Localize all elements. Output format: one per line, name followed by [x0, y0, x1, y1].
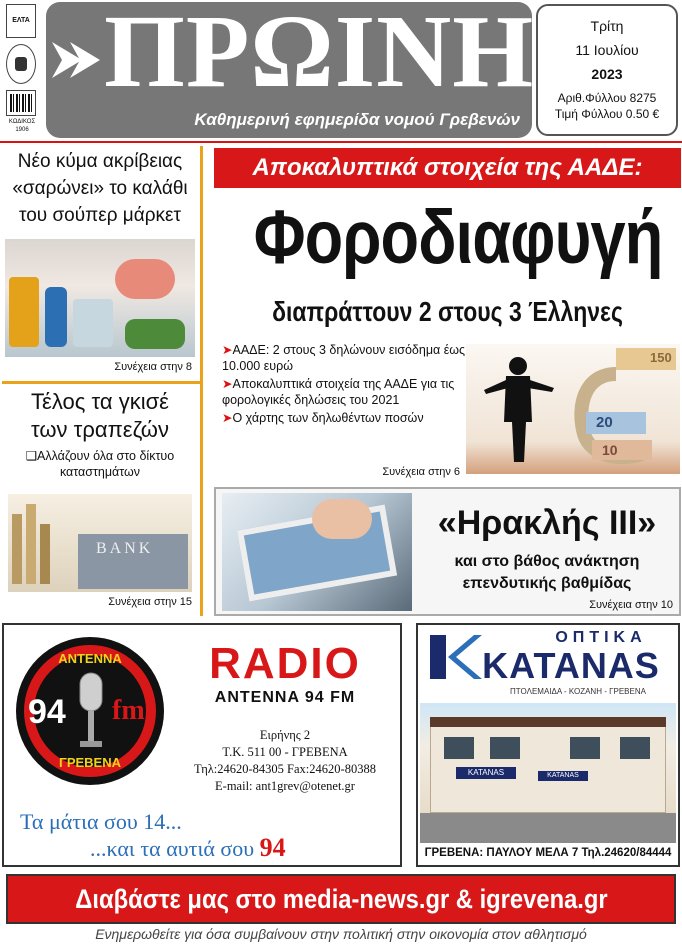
elta-label: ΕΛΤΑ: [12, 17, 30, 24]
code-label: ΚΩΔΙΚΟΣ: [8, 119, 36, 125]
logo-number: 94: [28, 693, 66, 731]
issue-year: 2023: [591, 66, 623, 82]
issue-info-box: [536, 4, 678, 136]
bullet-arrow-icon: ➤: [222, 377, 233, 391]
story-banks-subtitle: ❑Αλλάζουν όλα στο δίκτυο καταστημάτων: [25, 449, 175, 479]
main-story-continued[interactable]: Συνέχεια στην 6: [382, 466, 460, 478]
optika-katanas-ad[interactable]: [416, 623, 680, 867]
main-story-bullet: ➤Αποκαλυπτικά στοιχεία της ΑΑΔΕ για τις φορολογικές δηλώσεις του 2021: [222, 377, 455, 407]
newspaper-tagline: Καθημερινή εφημερίδα νομού Γρεβενών: [194, 110, 520, 129]
main-story-bullet: ➤ΑΑΔΕ: 2 στους 3 δηλώνουν εισόδημα έως 10.000 ευρώ: [222, 343, 466, 373]
radio-slogan-1: Τα μάτια σου 14...: [20, 809, 182, 834]
radio-phone-fax: Τηλ:24620-84305 Fax:24620-80388: [194, 762, 376, 776]
bullet-arrow-icon: ➤: [222, 343, 233, 357]
main-story-headline[interactable]: Φοροδιαφυγή: [253, 195, 663, 280]
logo-top-text: ΑΝΤΕΝΝΑ: [58, 651, 122, 666]
optika-shop-photo: [420, 703, 676, 843]
optika-locations: ΠΤΟΛΕΜΑΙΔΑ - ΚΟΖΑΝΗ - ΓΡΕΒΕΝΑ: [510, 687, 646, 696]
tablet-photo: [222, 493, 412, 611]
optika-brand-top: ΟΠΤΙΚΑ: [555, 629, 647, 646]
radio-address: [168, 727, 402, 795]
banknote-label-150: 150: [650, 350, 672, 365]
radio-antenna-ad[interactable]: [2, 623, 402, 867]
postal-seal-icon: [6, 44, 36, 84]
optika-brand: KATANAS: [482, 645, 660, 686]
story-banks: [2, 388, 198, 608]
main-story-bullet: ➤Ο χάρτης των δηλωθέντων ποσών: [222, 411, 424, 425]
radio-address-line: Ειρήνης 2: [259, 728, 311, 742]
radio-slogan-number: 94: [259, 833, 286, 862]
left-story-divider: [2, 381, 200, 384]
issue-date: 11 Ιουλίου: [575, 42, 639, 58]
story-prices: [2, 148, 198, 373]
logo-bottom-text: ΓΡΕΒΕΝΑ: [59, 755, 121, 770]
logo-fm: fm: [112, 695, 145, 726]
radio-email[interactable]: E-mail: ant1grev@otenet.gr: [215, 779, 355, 793]
man-silhouette-icon: [466, 344, 680, 474]
story-hercules-title[interactable]: «Ηρακλής ΙΙΙ»: [437, 504, 657, 542]
antenna-logo: [16, 637, 164, 785]
shop-sign: KATANAS: [456, 767, 516, 779]
radio-address-line: Τ.Κ. 511 00 - ΓΡΕΒΕΝΑ: [222, 745, 348, 759]
issue-number: Αριθ.Φύλλου 8275: [557, 91, 657, 105]
main-story-subhead: διαπράττουν 2 στους 3 Έλληνες: [272, 296, 623, 327]
story-hercules-continued[interactable]: Συνέχεια στην 10: [589, 599, 673, 611]
masthead-arrow-icon: [52, 38, 106, 82]
story-hercules: [214, 487, 681, 616]
footer-tagline: Ενημερωθείτε για όσα συμβαίνουν στην πολιτική στην οικονομία στον αθλητισμό: [95, 926, 587, 942]
masthead: [46, 0, 535, 138]
story-banks-continued[interactable]: Συνέχεια στην 15: [108, 596, 192, 608]
banknote-label-20: 20: [596, 414, 613, 431]
radio-slogan-2: ...και τα αυτιά σου 94: [90, 833, 286, 862]
story-hercules-subtitle: και στο βάθος ανάκτηση επενδυτικής βαθμίδας: [454, 553, 640, 592]
newspaper-title: ΠΡΩΙΝΗ: [104, 0, 535, 109]
story-prices-title: Νέο κύμα ακρίβειας «σαρώνει» το καλάθι του σούπερ μάρκετ: [12, 151, 188, 226]
issue-price: Τιμή Φύλλου 0.50 €: [554, 107, 660, 121]
radio-subtitle: ANTENNA 94 FM: [214, 689, 356, 706]
story-prices-continued[interactable]: Συνέχεια στην 8: [114, 361, 192, 373]
code-number: 1906: [15, 127, 29, 133]
story-banks-title: Τέλος τα γκισέ των τραπεζών: [31, 389, 169, 442]
issue-day: Τρίτη: [590, 18, 624, 34]
main-story-banner: Αποκαλυπτικά στοιχεία της ΑΑΔΕ:: [214, 148, 681, 188]
euro-tax-photo: [466, 344, 680, 474]
optika-footer: ΓΡΕΒΕΝΑ: ΠΑΥΛΟΥ ΜΕΛΑ 7 Τηλ.24620/84444: [424, 847, 672, 859]
radio-title: RADIO: [209, 639, 361, 688]
masthead-left-strip: [0, 0, 44, 140]
left-column-divider: [200, 146, 203, 616]
barcode-icon: [6, 90, 36, 116]
shop-sign: KATANAS: [538, 771, 588, 781]
banknote-label-10: 10: [602, 442, 618, 458]
microphone-icon: [74, 671, 108, 751]
masthead-divider: [0, 141, 682, 143]
footer-banner[interactable]: Διαβάστε μας στο media-news.gr & igrevena.gr: [6, 874, 676, 924]
main-story-bullets: [222, 342, 466, 428]
bank-sign-text: BANK: [96, 540, 154, 557]
bank-photo: [8, 494, 192, 592]
bullet-arrow-icon: ➤: [222, 411, 233, 425]
elta-logo: [6, 4, 36, 38]
supermarket-photo: [5, 239, 195, 357]
